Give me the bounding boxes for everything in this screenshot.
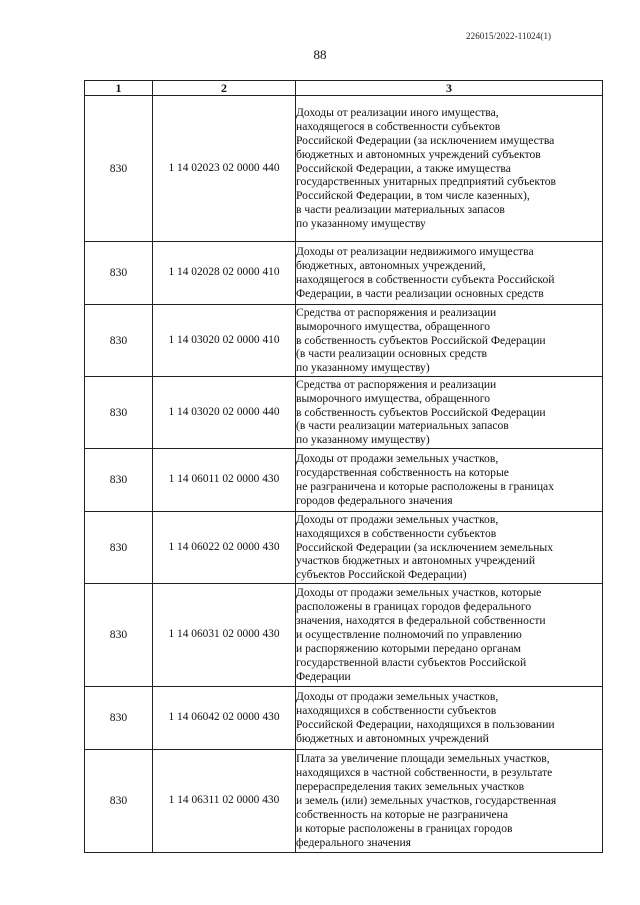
description-line: и осуществление полномочий по управлению	[296, 628, 522, 642]
description-cell	[296, 584, 603, 687]
admin-code-cell: 830	[85, 584, 153, 687]
revenue-code-table	[84, 80, 603, 853]
description-line: государственных унитарных предприятий субъектов	[296, 175, 557, 189]
admin-code-cell: 830	[85, 96, 153, 242]
description-line: находящихся в частной собственности, в результате	[296, 766, 553, 780]
admin-code-cell: 830	[85, 377, 153, 449]
table-row	[85, 512, 603, 584]
description-line: и распоряжению которыми передано органам	[296, 641, 521, 655]
description-line: выморочного имущества, обращенного	[296, 319, 491, 333]
description-line: Российской Федерации (за исключением имущества	[296, 133, 555, 147]
description-line: выморочного имущества, обращенного	[296, 391, 491, 405]
description-line: Средства от распоряжения и реализации	[296, 305, 497, 319]
revenue-code-cell: 1 14 06011 02 0000 430	[153, 449, 296, 512]
revenue-code-cell: 1 14 03020 02 0000 440	[153, 377, 296, 449]
description-line: Доходы от реализации иного имущества,	[296, 105, 499, 119]
description-line: государственная собственность на которые	[296, 466, 509, 480]
table-row	[85, 750, 603, 853]
description-line: Доходы от продажи земельных участков,	[296, 512, 499, 526]
admin-code-cell: 830	[85, 449, 153, 512]
table-body	[85, 96, 603, 853]
description-line: участков бюджетных и автономных учреждений	[296, 554, 536, 568]
description-line: Доходы от продажи земельных участков,	[296, 690, 499, 704]
description-line: расположены в границах городов федерального	[296, 600, 532, 614]
description-line: находящихся в собственности субъектов	[296, 704, 497, 718]
table-row	[85, 305, 603, 377]
description-line: в собственность субъектов Российской Федерации	[296, 333, 546, 347]
description-cell	[296, 687, 603, 750]
description-line: находящегося в собственности субъекта Российской	[296, 273, 555, 286]
column-header-3: 3	[296, 81, 603, 96]
description-cell	[296, 377, 603, 449]
description-cell	[296, 305, 603, 377]
description-line: по указанному имуществу)	[296, 433, 430, 447]
admin-code-cell: 830	[85, 305, 153, 377]
description-line: Плата за увеличение площади земельных участков,	[296, 752, 550, 766]
description-line: по указанному имуществу)	[296, 361, 430, 375]
description-line: Российской Федерации (за исключением земельных	[296, 540, 553, 554]
revenue-code-cell: 1 14 06022 02 0000 430	[153, 512, 296, 584]
description-line: (в части реализации материальных запасов	[296, 419, 509, 433]
revenue-code-cell: 1 14 02028 02 0000 410	[153, 242, 296, 305]
description-line: в собственность субъектов Российской Федерации	[296, 405, 546, 419]
description-line: Российской Федерации, находящихся в пользовании	[296, 718, 555, 731]
description-line: бюджетных, автономных учреждений,	[296, 259, 486, 273]
description-cell	[296, 512, 603, 584]
admin-code-cell: 830	[85, 750, 153, 853]
description-line: и которые расположены в границах городов	[296, 821, 513, 835]
description-line: Средства от распоряжения и реализации	[296, 377, 497, 391]
description-line: субъектов Российской Федерации)	[296, 568, 467, 582]
column-header-2: 2	[153, 81, 296, 96]
description-line: городов федерального значения	[296, 493, 453, 507]
table-row	[85, 687, 603, 750]
revenue-code-cell: 1 14 02023 02 0000 440	[153, 96, 296, 242]
description-cell	[296, 750, 603, 853]
description-line: находящегося в собственности субъектов	[296, 119, 501, 133]
description-cell	[296, 96, 603, 242]
admin-code-cell: 830	[85, 687, 153, 750]
description-line: собственность на которые не разграничена	[296, 807, 508, 821]
revenue-code-cell: 1 14 06031 02 0000 430	[153, 584, 296, 687]
revenue-code-cell: 1 14 06311 02 0000 430	[153, 750, 296, 853]
description-line: не разграничена и которые расположены в границах	[296, 480, 554, 493]
column-header-1: 1	[85, 81, 153, 96]
description-line: перераспределения таких земельных участков	[296, 780, 525, 794]
table-row	[85, 96, 603, 242]
description-line: Федерации, в части реализации основных средств	[296, 286, 544, 300]
table-row	[85, 242, 603, 305]
revenue-code-cell: 1 14 03020 02 0000 410	[153, 305, 296, 377]
description-line: значения, находятся в федеральной собственности	[296, 614, 546, 628]
table-row	[85, 377, 603, 449]
description-line: Российской Федерации, в том числе казенных),	[296, 189, 530, 203]
description-line: федерального значения	[296, 835, 412, 849]
description-line: в части реализации материальных запасов	[296, 203, 505, 217]
admin-code-cell: 830	[85, 512, 153, 584]
document-id: 226015/2022-11024(1)	[466, 31, 552, 41]
description-cell	[296, 242, 603, 305]
description-line: Российской Федерации, а также имущества	[296, 161, 511, 175]
description-line: по указанному имуществу	[296, 217, 426, 231]
description-line: государственной власти субъектов Российской	[296, 655, 527, 669]
description-line: находящихся в собственности субъектов	[296, 526, 497, 540]
page-number: 88	[313, 47, 327, 62]
description-line: Федерации	[296, 669, 351, 683]
admin-code-cell: 830	[85, 242, 153, 305]
table-row	[85, 584, 603, 687]
description-line: Доходы от реализации недвижимого имущества	[296, 245, 534, 259]
description-line: и земель (или) земельных участков, государственная	[296, 794, 557, 808]
description-line: (в части реализации основных средств	[296, 347, 488, 361]
description-line: бюджетных и автономных учреждений	[296, 731, 489, 745]
table-header-row	[85, 81, 603, 96]
revenue-code-cell: 1 14 06042 02 0000 430	[153, 687, 296, 750]
description-cell	[296, 449, 603, 512]
description-line: Доходы от продажи земельных участков,	[296, 452, 499, 466]
table-row	[85, 449, 603, 512]
description-line: Доходы от продажи земельных участков, которые	[296, 586, 542, 600]
description-line: бюджетных и автономных учреждений субъектов	[296, 147, 541, 161]
